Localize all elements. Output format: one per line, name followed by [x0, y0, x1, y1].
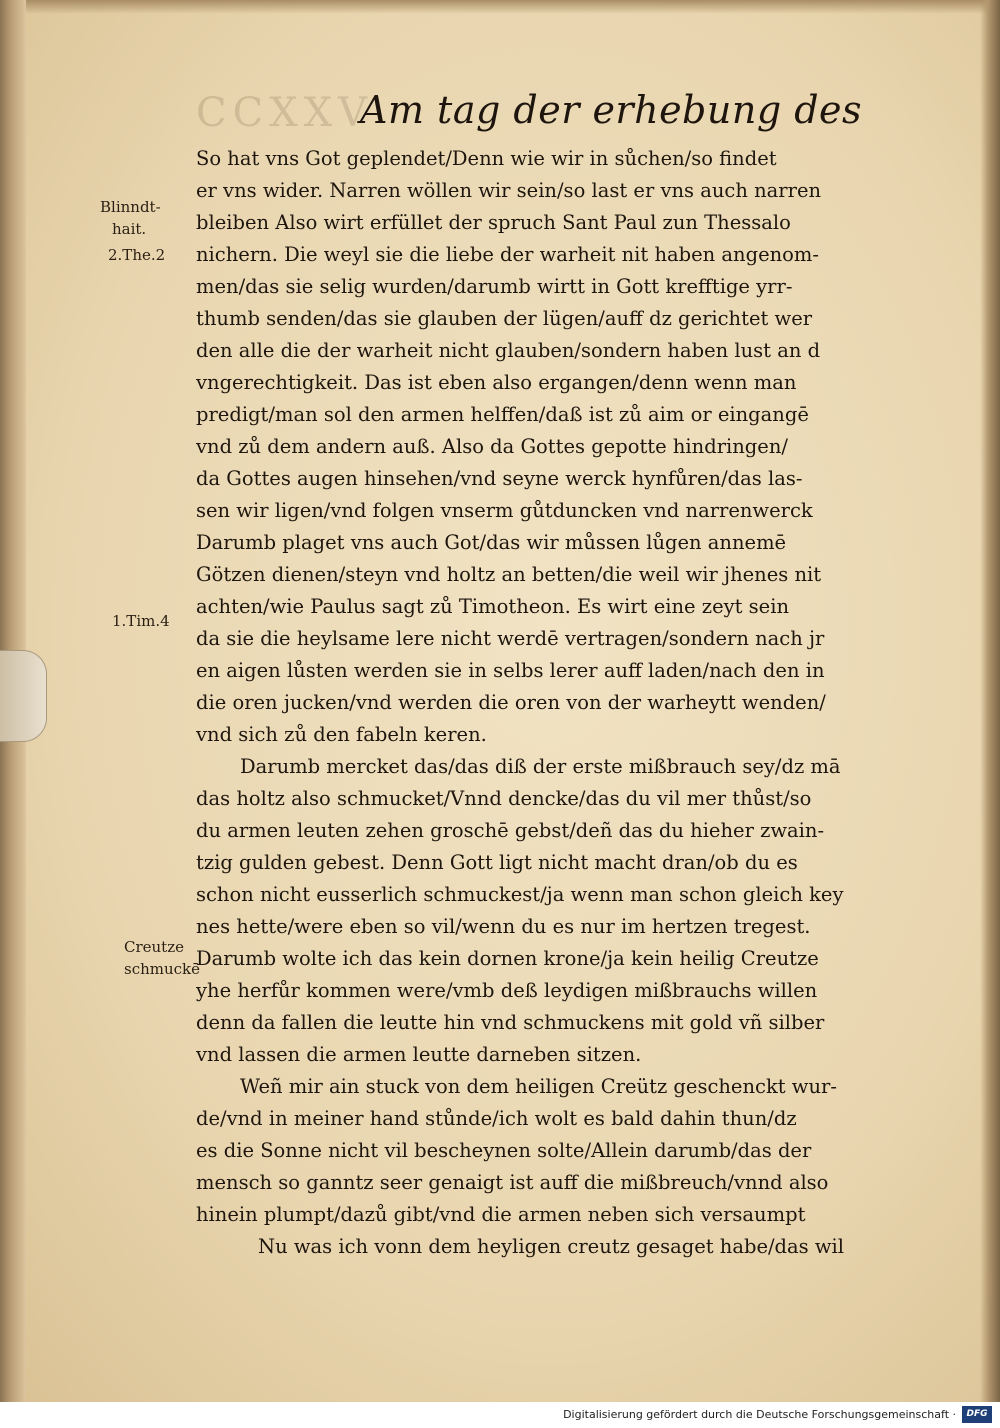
margin-note: 2.The.2 — [108, 246, 166, 264]
text-line: sen wir ligen/vnd folgen vnserm gůtduncken vnd narrenwerck — [196, 499, 813, 522]
text-line: predigt/man sol den armen helffen/daß ist zů aim or eingangē — [196, 403, 809, 426]
text-line: tzig gulden gebest. Denn Gott ligt nicht macht dran/ob du es — [196, 851, 798, 874]
text-line: mensch so ganntz seer genaigt ist auff die mißbreuch/vnnd also — [196, 1171, 829, 1194]
text-line: es die Sonne nicht vil bescheynen solte/Allein darumb/das der — [196, 1139, 812, 1162]
text-line: hinein plumpt/dazů gibt/vnd die armen neben sich versaumpt — [196, 1203, 806, 1226]
text-line: da sie die heylsame lere nicht werdē vertragen/sondern nach jr — [196, 627, 825, 650]
text-line: er vns wider. Narren wöllen wir sein/so last er vns auch narren — [196, 179, 822, 202]
text-line: nes hette/were eben so vil/wenn du es nur im hertzen tregest. — [196, 915, 811, 938]
margin-note: schmuckē — [124, 960, 201, 978]
text-line: vnd lassen die armen leutte darneben sitzen. — [196, 1043, 642, 1066]
text-line: vnd sich zů den fabeln keren. — [196, 723, 487, 746]
bleed-through-folio: CCXXV — [196, 90, 374, 136]
margin-note: 1.Tim.4 — [112, 612, 170, 630]
text-line: thumb senden/das sie glauben der lügen/auff dz gerichtet wer — [196, 307, 813, 330]
margin-note: Blinndt- — [100, 198, 161, 216]
text-line: en aigen lůsten werden sie in selbs lerer auff laden/nach den in — [196, 659, 825, 682]
text-line: da Gottes augen hinsehen/vnd seyne werck hynfůren/das las- — [196, 467, 803, 490]
text-line: nichern. Die weyl sie die liebe der warheit nit haben angenom- — [196, 243, 819, 266]
running-head: Am tag der erhebung des — [360, 88, 863, 132]
text-line: denn da fallen die leutte hin vnd schmuckens mit gold vñ silber — [196, 1011, 825, 1034]
text-line: yhe herfůr kommen were/vmb deß leydigen mißbrauchs willen — [196, 979, 818, 1002]
footer-bar — [0, 1402, 1000, 1428]
margin-note: hait. — [112, 220, 147, 238]
text-line: Darumb wolte ich das kein dornen krone/ja kein heilig Creutze — [196, 947, 819, 970]
text-line: bleiben Also wirt erfüllet der spruch Sant Paul zun Thessalo — [196, 211, 791, 234]
text-line: Darumb plaget vns auch Got/das wir můssen lůgen annemē — [196, 531, 787, 554]
body-text — [196, 143, 966, 1263]
text-line: de/vnd in meiner hand stůnde/ich wolt es bald dahin thun/dz — [196, 1107, 797, 1130]
text-line: So hat vns Got geplendet/Denn wie wir in sůchen/so findet — [196, 147, 777, 170]
text-line: men/das sie selig wurden/darumb wirtt in Gott krefftige yrr- — [196, 275, 793, 298]
text-line: schon nicht eusserlich schmuckest/ja wenn man schon gleich key — [196, 883, 844, 906]
text-line: den alle die der warheit nicht glauben/sondern haben lust an d — [196, 339, 821, 362]
text-line: Darumb mercket das/das diß der erste mißbrauch sey/dz mā — [240, 755, 841, 778]
funding-credit: Digitalisierung gefördert durch die Deutsche Forschungsgemeinschaft · — [563, 1408, 956, 1421]
dfg-logo: DFG — [962, 1406, 992, 1423]
text-line: Weñ mir ain stuck von dem heiligen Creütz geschenckt wur- — [240, 1075, 837, 1098]
text-line: du armen leuten zehen groschē gebst/deñ das du hieher zwain- — [196, 819, 825, 842]
text-line: das holtz also schmucket/Vnnd dencke/das du vil mer thůst/so — [196, 787, 812, 810]
text-line: Nu was ich vonn dem heyligen creutz gesaget habe/das wil — [258, 1235, 845, 1258]
page-edge-right — [980, 0, 1000, 1402]
text-line: vngerechtigkeit. Das ist eben also ergangen/denn wenn man — [196, 371, 797, 394]
text-line: die oren jucken/vnd werden die oren von der warheytt wenden/ — [196, 691, 826, 714]
text-line: Götzen dienen/steyn vnd holtz an betten/die weil wir jhenes nit — [196, 563, 822, 586]
margin-note: Creutze — [124, 938, 184, 956]
text-line: achten/wie Paulus sagt zů Timotheon. Es wirt eine zeyt sein — [196, 595, 789, 618]
page-clip — [0, 650, 47, 742]
text-line: vnd zů dem andern auß. Also da Gottes gepotte hindringen/ — [196, 435, 788, 458]
page-edge-top — [0, 0, 1000, 14]
